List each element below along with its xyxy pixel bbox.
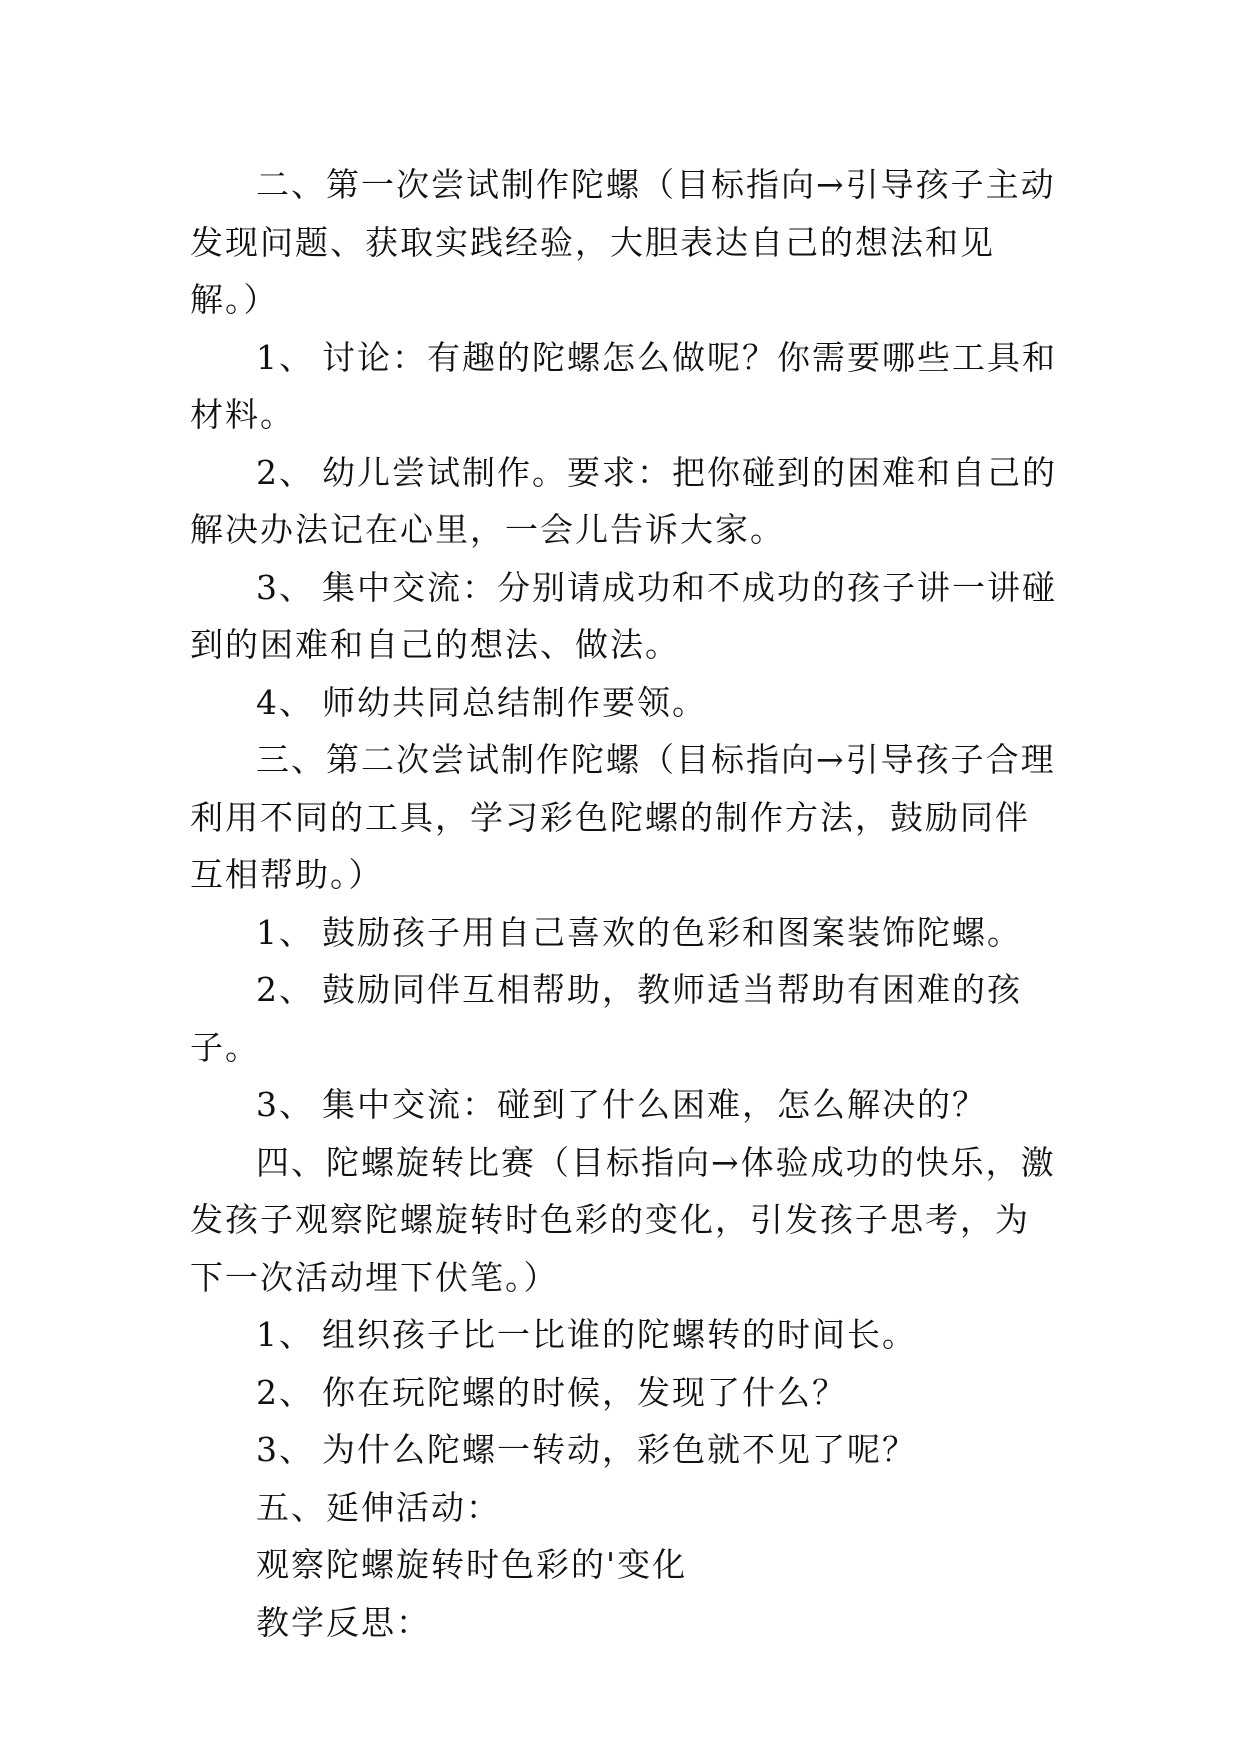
list-item: 3、 集中交流：分别请成功和不成功的孩子讲一讲碰到的困难和自己的想法、做法。: [190, 567, 1057, 664]
list-item: 4、 师幼共同总结制作要领。: [256, 682, 707, 722]
list-item: 1、 组织孩子比一比谁的陀螺转的时间长。: [256, 1315, 917, 1354]
list-item: 3、 集中交流：碰到了什么困难，怎么解决的？: [256, 1085, 987, 1124]
section-heading-3: 三、第二次尝试制作陀螺（目标指向→引导孩子合理利用不同的工具，学习彩色陀螺的制作方法，鼓励同伴互相帮助。）: [190, 740, 1056, 894]
section-heading-2: 二、第一次尝试制作陀螺（目标指向→引导孩子主动发现问题、获取实践经验，大胆表达自己的想法和见解。）: [190, 165, 1056, 319]
document-body: [190, 156, 1060, 1651]
extension-activity-text: 观察陀螺旋转时色彩的'变化: [256, 1545, 688, 1584]
list-item: 1、 鼓励孩子用自己喜欢的色彩和图案装饰陀螺。: [256, 912, 1022, 952]
teaching-reflection-heading: 教学反思：: [256, 1602, 431, 1642]
list-item: 2、 幼儿尝试制作。要求：把你碰到的困难和自己的解决办法记在心里，一会儿告诉大家。: [190, 452, 1057, 549]
list-item: 2、 你在玩陀螺的时候，发现了什么？: [256, 1372, 847, 1412]
list-item: 1、 讨论：有趣的陀螺怎么做呢？你需要哪些工具和材料。: [190, 337, 1057, 434]
list-item: 3、 为什么陀螺一转动，彩色就不见了呢？: [256, 1430, 917, 1469]
section-heading-5: 五、延伸活动：: [256, 1487, 501, 1527]
list-item: 2、 鼓励同伴互相帮助，教师适当帮助有困难的孩子。: [190, 970, 1022, 1067]
section-heading-4: 四、陀螺旋转比赛（目标指向→体验成功的快乐，激发孩子观察陀螺旋转时色彩的变化，引发孩子思考，为下一次活动埋下伏笔。）: [190, 1142, 1056, 1297]
